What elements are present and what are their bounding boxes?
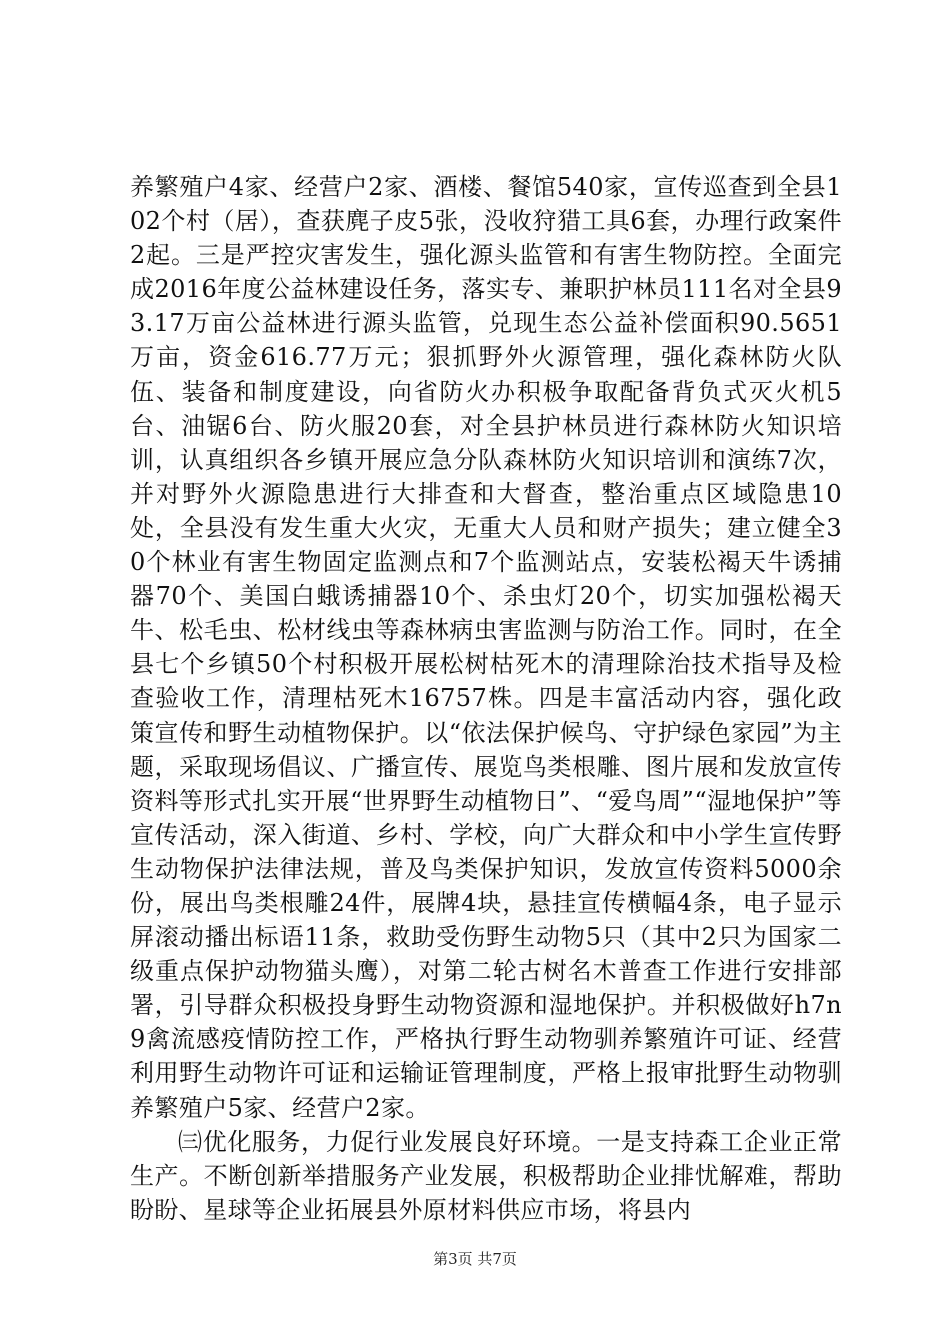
paragraph-continued: 养繁殖户4家、经营户2家、酒楼、餐馆540家，宣传巡查到全县102个村（居），查获麂子皮5张，没收狩猎工具6套，办理行政案件2起。三是严控灾害发生，强化源头监管和有害生物防控。全面完成2016年度公益林建设任务，落实专、兼职护林员111名对全县93.17万亩公益林进行源头监管，兑现生态公益补偿面积90.5651万亩，资金616.77万元；狠抓野外火源管理，强化森林防火队伍、装备和制度建设，向省防火办积极争取配备背负式灭火机5台、油锯6台、防火服20套，对全县护林员进行森林防火知识培训，认真组织各乡镇开展应急分队森林防火知识培训和演练7次，并对野外火源隐患进行大排查和大督查，整治重点区域隐患10处，全县没有发生重大火灾，无重大人员和财产损失；建立健全30个林业有害生物固定监测点和7个监测站点，安装松褐天牛诱捕器70个、美国白蛾诱捕器10个、杀虫灯20个，切实加强松褐天牛、松毛虫、松材线虫等森林病虫害监测与防治工作。同时，在全县七个乡镇50个村积极开展松树枯死木的清理除治技术指导及检查验收工作，清理枯死木16757株。四是丰富活动内容，强化政策宣传和野生动植物保护。以“依法保护候鸟、守护绿色家园”为主题，采取现场倡议、广播宣传、展览鸟类根雕、图片展和发放宣传资料等形式扎实开展“世界野生动植物日”、“爱鸟周”“湿地保护”等宣传活动，深入街道、乡村、学校，向广大群众和中小学生宣传野生动物保护法律法规，普及鸟类保护知识，发放宣传资料5000余份，展出鸟类根雕24件，展牌4块，悬挂宣传横幅4条，电子显示屏滚动播出标语11条，救助受伤野生动物5只（其中2只为国家二级重点保护动物猫头鹰），对第二轮古树名木普查工作进行安排部署，引导群众积极投身野生动物资源和湿地保护。并积极做好h7n9禽流感疫情防控工作，严格执行野生动物驯养繁殖许可证、经营利用野生动物许可证和运输证管理制度，严格上报审批野生动物驯养繁殖户5家、经营户2家。 bbox=[130, 173, 842, 1122]
paragraph-optimize-service: ㈢优化服务，力促行业发展良好环境。一是支持森工企业正常生产。不断创新举措服务产业发展，积极帮助企业排忧解难，帮助盼盼、星球等企业拓展县外原材料供应市场，将县内 bbox=[130, 1127, 842, 1224]
page-footer: 第3页 共7页 bbox=[433, 1250, 517, 1268]
document-body bbox=[130, 170, 842, 1227]
